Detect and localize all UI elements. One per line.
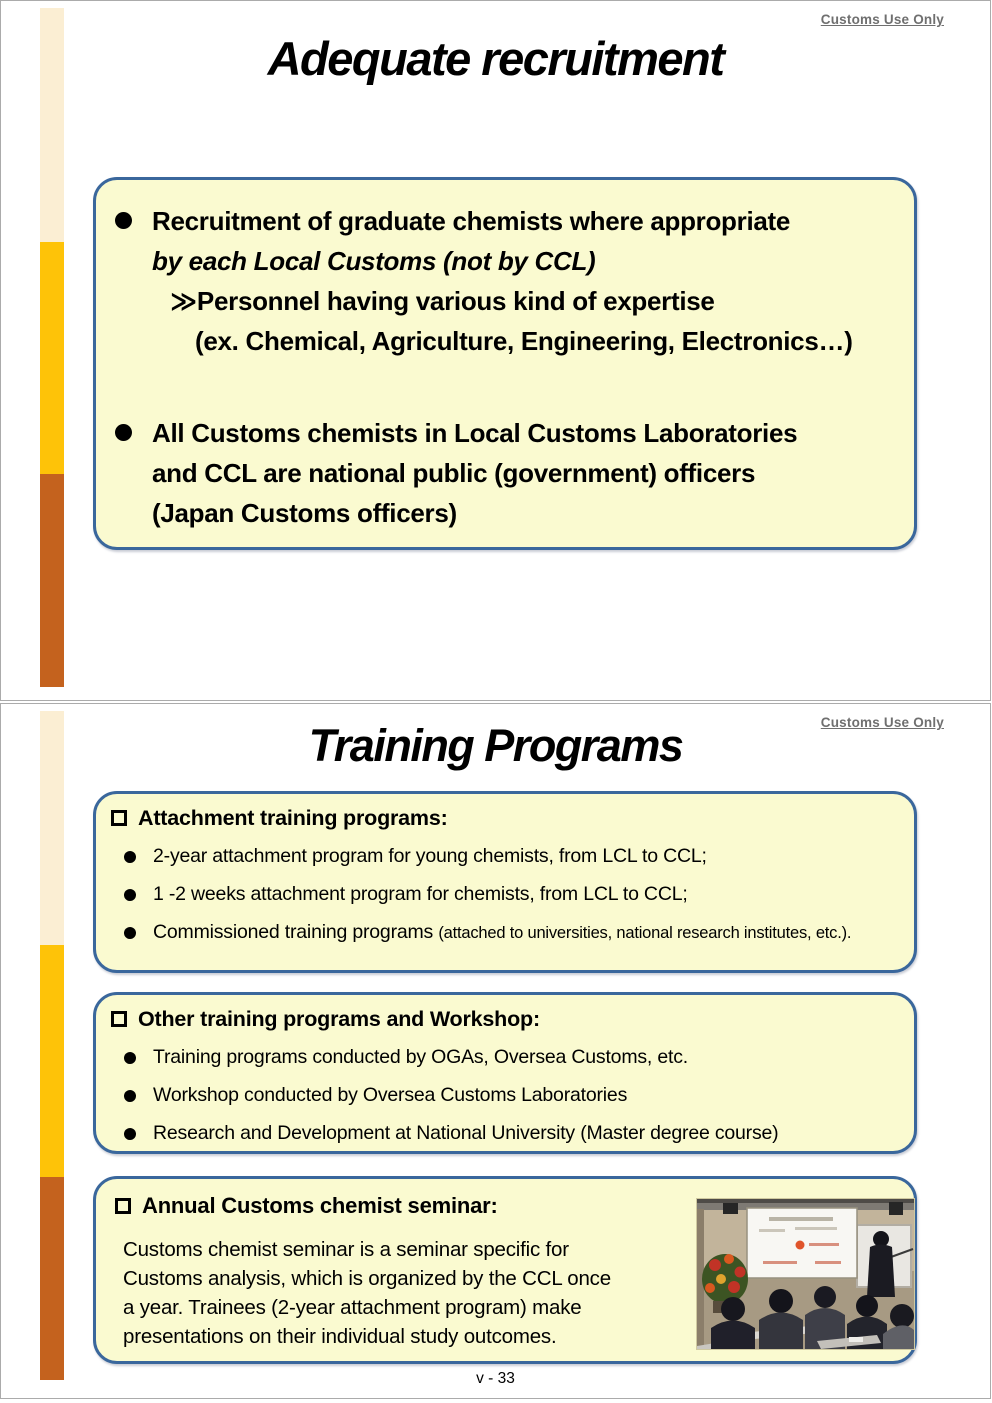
bullet-text: Recruitment of graduate chemists where appropriate xyxy=(152,206,791,236)
box-header xyxy=(96,995,914,1033)
box-header xyxy=(96,794,914,832)
slide-training-programs xyxy=(0,703,991,1399)
checkbox-square-icon xyxy=(115,1198,131,1214)
list-item-text: Research and Development at National University (Master degree course) xyxy=(153,1122,779,1144)
bullet-text: and CCL are national public (government) officers xyxy=(152,458,756,488)
bullet-text: by each Local Customs (not by CCL) xyxy=(152,246,596,276)
bullet-group-recruitment xyxy=(96,201,914,361)
customs-use-only-watermark: Customs Use Only xyxy=(820,715,944,730)
list-item-text: 1 -2 weeks attachment program for chemists, from LCL to CCL; xyxy=(153,883,688,905)
paragraph-line: Customs chemist seminar is a seminar specific for xyxy=(123,1238,569,1261)
bullet-line xyxy=(96,413,914,453)
bullet-icon xyxy=(124,889,136,901)
bullet-icon xyxy=(115,212,132,229)
checkbox-square-icon xyxy=(111,1011,127,1027)
bar-segment-gold xyxy=(40,242,64,474)
bullet-line xyxy=(96,281,914,321)
bullet-line xyxy=(96,493,914,533)
bar-segment-orange xyxy=(40,474,64,687)
list-item-text: Workshop conducted by Oversea Customs Laboratories xyxy=(153,1084,628,1106)
bullet-text: ≫Personnel having various kind of expertise xyxy=(170,286,715,316)
box-header-text: Annual Customs chemist seminar: xyxy=(142,1193,498,1218)
list-item xyxy=(96,1082,914,1109)
bar-segment-gold xyxy=(40,945,64,1177)
list-item xyxy=(96,1120,914,1147)
list-item xyxy=(96,919,914,947)
slide-adequate-recruitment xyxy=(0,0,991,701)
slide1-title: Adequate recruitment xyxy=(267,32,724,85)
bar-segment-orange xyxy=(40,1177,64,1380)
list-item-text: Training programs conducted by OGAs, Oversea Customs, etc. xyxy=(153,1046,688,1068)
recruitment-box xyxy=(93,177,917,550)
page-number: v - 33 xyxy=(476,1370,515,1387)
list-item-text: Commissioned training programs xyxy=(153,921,439,943)
annual-seminar-box xyxy=(93,1176,917,1364)
seminar-room-photo xyxy=(696,1198,915,1350)
bullet-text: All Customs chemists in Local Customs Laboratories xyxy=(152,418,798,448)
slide2-title: Training Programs xyxy=(308,720,683,771)
paragraph-line: a year. Trainees (2-year attachment program) make xyxy=(123,1296,582,1319)
bullet-icon xyxy=(124,1090,136,1102)
list-item xyxy=(96,881,914,908)
bullet-text: (ex. Chemical, Agriculture, Engineering, Electronics…) xyxy=(195,326,853,356)
bullet-text: (Japan Customs officers) xyxy=(152,498,457,528)
left-color-bar xyxy=(40,8,64,687)
other-training-box xyxy=(93,992,917,1154)
bullet-line xyxy=(96,241,914,281)
bullet-line xyxy=(96,453,914,493)
paragraph-line: Customs analysis, which is organized by the CCL once xyxy=(123,1267,611,1290)
paragraph-line: presentations on their individual study outcomes. xyxy=(123,1325,557,1348)
bullet-icon xyxy=(124,927,136,939)
customs-use-only-watermark: Customs Use Only xyxy=(820,12,944,27)
seminar-paragraph xyxy=(123,1235,693,1351)
left-color-bar xyxy=(40,711,64,1380)
bullet-group-officers xyxy=(96,413,914,533)
checkbox-square-icon xyxy=(111,810,127,826)
box-header-text: Attachment training programs: xyxy=(138,806,448,830)
list-item xyxy=(96,843,914,870)
bullet-icon xyxy=(124,851,136,863)
list-item-text-small: (attached to universities, national research institutes, etc.). xyxy=(438,924,852,942)
box-header-text: Other training programs and Workshop: xyxy=(138,1007,540,1031)
bullet-icon xyxy=(124,1128,136,1140)
bullet-icon xyxy=(124,1052,136,1064)
list-item-text: 2-year attachment program for young chemists, from LCL to CCL; xyxy=(153,845,707,867)
bullet-line xyxy=(96,321,914,361)
attachment-training-box xyxy=(93,791,917,973)
list-item xyxy=(96,1044,914,1071)
bullet-line xyxy=(96,201,914,241)
bullet-icon xyxy=(115,424,132,441)
